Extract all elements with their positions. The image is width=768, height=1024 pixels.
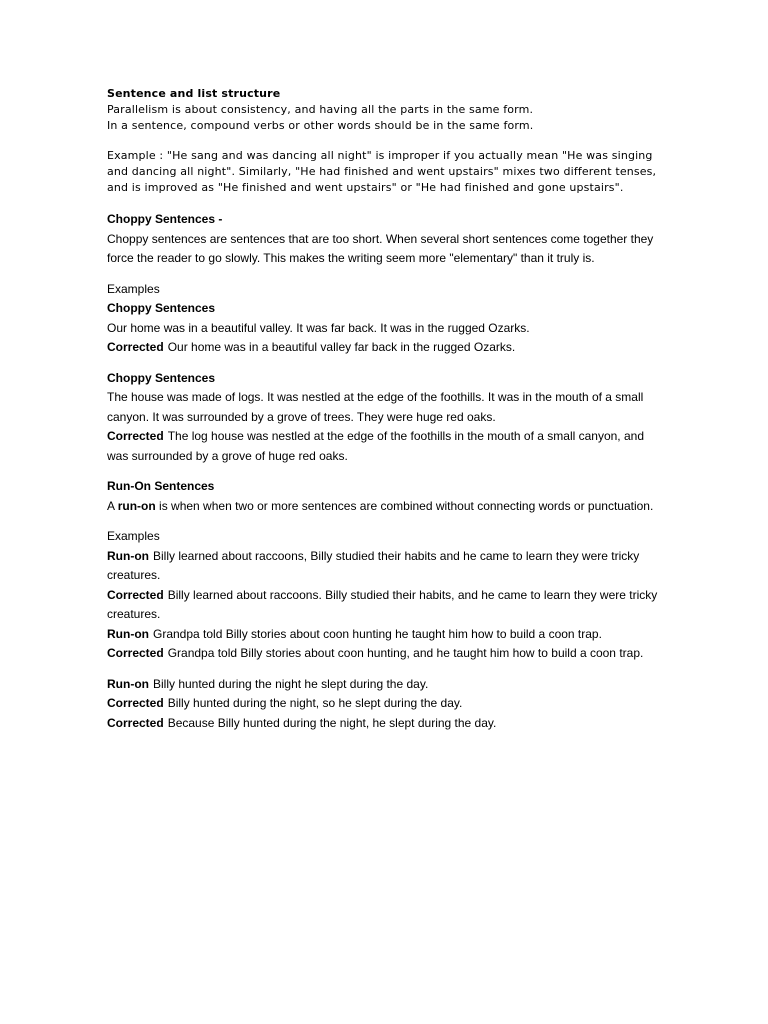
runon-example-3-corrected-b xyxy=(107,714,667,734)
corrected-label: Corrected xyxy=(107,340,164,354)
runon-example-3-corrected-a xyxy=(107,694,667,714)
choppy-example-1-corrected xyxy=(107,338,667,358)
runon-heading: Run-On Sentences xyxy=(107,479,215,493)
choppy-example-2-corrected xyxy=(107,427,667,466)
runon-text: Billy learned about raccoons, Billy studied their habits and he came to learn they were tricky creatures. xyxy=(107,548,640,582)
runon-desc-rest: is when when two or more sentences are combined without connecting words or punctuation. xyxy=(159,498,654,513)
parallelism-heading: Sentence and list structure xyxy=(107,87,281,100)
parallelism-line-1: Parallelism is about consistency, and having all the parts in the same form. xyxy=(107,103,534,116)
choppy-description: Choppy sentences are sentences that are too short. When several short sentences come together they force the reader to go slowly. This makes the writing seem more "elementary" than it truly is. xyxy=(107,231,654,265)
runon-example-1 xyxy=(107,547,667,586)
runon-section xyxy=(107,477,667,733)
runon-text: Billy hunted during the night he slept during the day. xyxy=(152,676,429,691)
runon-label: Run-on xyxy=(107,626,149,641)
runon-example-2 xyxy=(107,625,667,645)
corrected-label: Corrected xyxy=(107,696,164,710)
runon-description xyxy=(107,497,667,517)
corrected-text: The log house was nestled at the edge of the foothills in the mouth of a small canyon, and was surrounded by a grove of huge red oaks. xyxy=(107,429,644,463)
runon-desc-prefix: A xyxy=(107,498,115,513)
choppy-section xyxy=(107,210,667,466)
choppy-example-1-heading: Choppy Sentences xyxy=(107,301,216,315)
corrected-label: Corrected xyxy=(107,429,164,443)
corrected-text: Grandpa told Billy stories about coon hunting, and he taught him how to build a coon trap. xyxy=(167,646,644,660)
corrected-label: Corrected xyxy=(107,646,164,660)
corrected-label: Corrected xyxy=(107,715,164,730)
corrected-text: Billy learned about raccoons. Billy studied their habits, and he came to learn they were tricky creatures. xyxy=(107,587,658,621)
runon-label: Run-on xyxy=(107,548,149,563)
choppy-example-2-heading: Choppy Sentences xyxy=(107,370,216,385)
corrected-label: Corrected xyxy=(107,587,164,602)
runon-examples-label: Examples xyxy=(107,529,160,543)
parallelism-example: Example : "He sang and was dancing all night" is improper if you actually mean "He was singing and dancing all night". Similarly, "He had finished and went upstairs" mixes two different tenses, and is improved as "He finished and went upstairs" or "He had finished and gone upstairs". xyxy=(107,149,657,194)
document-page xyxy=(107,86,667,733)
runon-example-2-corrected xyxy=(107,644,667,664)
parallelism-section xyxy=(107,86,667,196)
runon-example-3 xyxy=(107,675,667,695)
choppy-examples-label: Examples xyxy=(107,281,160,296)
corrected-text: Our home was in a beautiful valley far back in the rugged Ozarks. xyxy=(167,340,516,354)
corrected-text: Because Billy hunted during the night, he slept during the day. xyxy=(167,715,497,730)
runon-label: Run-on xyxy=(107,676,149,691)
runon-example-1-corrected xyxy=(107,586,667,625)
choppy-example-2-sentence: The house was made of logs. It was nestled at the edge of the foothills. It was in the mouth of a small canyon. It was surrounded by a grove of trees. They were huge red oaks. xyxy=(107,390,644,424)
choppy-heading: Choppy Sentences - xyxy=(107,212,223,226)
corrected-text: Billy hunted during the night, so he slept during the day. xyxy=(167,696,463,710)
choppy-example-1-sentence: Our home was in a beautiful valley. It was far back. It was in the rugged Ozarks. xyxy=(107,320,530,335)
runon-text: Grandpa told Billy stories about coon hunting he taught him how to build a coon trap. xyxy=(152,626,602,641)
runon-desc-term: run-on xyxy=(117,498,156,513)
parallelism-line-2: In a sentence, compound verbs or other words should be in the same form. xyxy=(107,119,534,132)
